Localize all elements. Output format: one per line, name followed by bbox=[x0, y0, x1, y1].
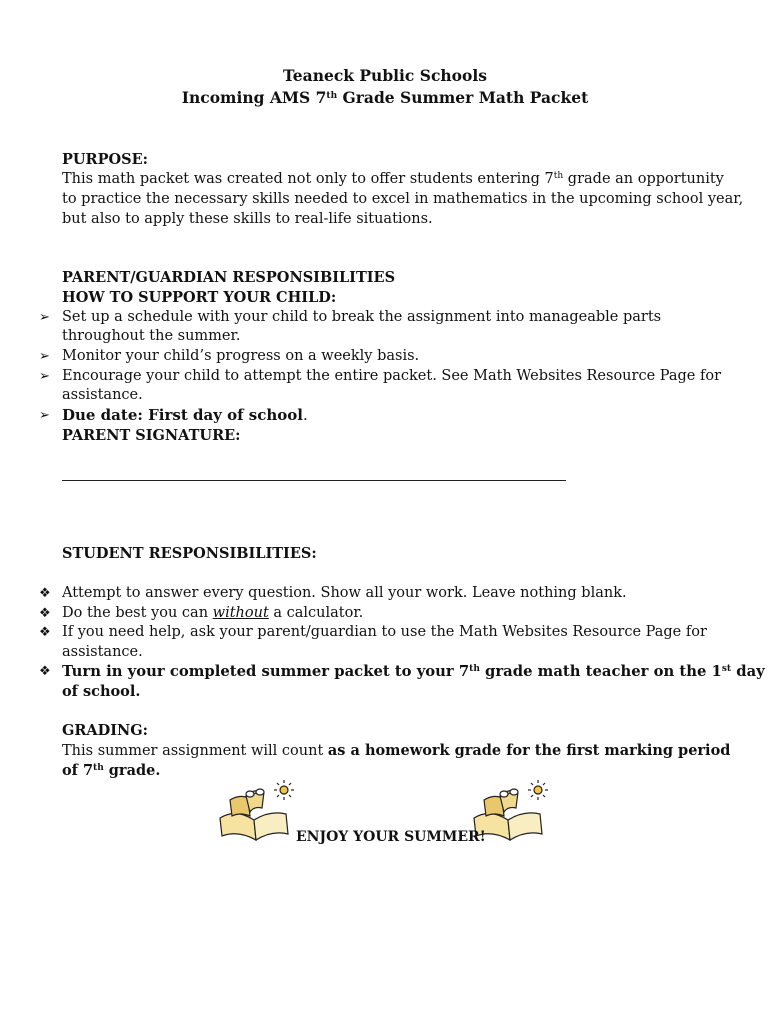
parent-item: Encourage your child to attempt the entire packet. See Math Websites Resource Page for bbox=[62, 368, 722, 384]
parent-subheading: HOW TO SUPPORT YOUR CHILD: bbox=[62, 289, 337, 306]
grading-text-line: of 7th grade. bbox=[62, 762, 161, 779]
due-date: Due date: First day of school. bbox=[62, 406, 308, 424]
school-name: Teaneck Public Schools bbox=[283, 66, 487, 85]
enjoy-summer-text: ENJOY YOUR SUMMER! bbox=[296, 829, 486, 845]
purpose-text-line: This math packet was created not only to offer students entering 7th grade an opportunity bbox=[62, 171, 724, 187]
parent-item: Set up a schedule with your child to break the assignment into manageable parts bbox=[62, 309, 662, 325]
diamond-bullet-icon: ❖ bbox=[39, 625, 51, 640]
student-item: assistance. bbox=[62, 644, 143, 660]
purpose-text-line: but also to apply these skills to real-life situations. bbox=[62, 211, 433, 227]
signature-label: PARENT SIGNATURE: bbox=[62, 427, 241, 444]
parent-heading: PARENT/GUARDIAN RESPONSIBILITIES bbox=[62, 269, 396, 286]
student-item: Turn in your completed summer packet to your 7th grade math teacher on the 1st day bbox=[62, 663, 765, 680]
document-subtitle: Incoming AMS 7th Grade Summer Math Packet bbox=[181, 88, 589, 107]
parent-item: assistance. bbox=[62, 387, 143, 403]
parent-item: throughout the summer. bbox=[62, 328, 241, 344]
student-item: of school. bbox=[62, 683, 141, 700]
student-item: If you need help, ask your parent/guardian to use the Math Websites Resource Page for bbox=[62, 624, 707, 640]
arrow-bullet-icon: ➢ bbox=[39, 310, 50, 325]
diamond-bullet-icon: ❖ bbox=[39, 606, 51, 621]
diamond-bullet-icon: ❖ bbox=[39, 586, 51, 601]
diamond-bullet-icon: ❖ bbox=[39, 664, 51, 679]
grading-text-line: This summer assignment will count as a homework grade for the first marking period bbox=[62, 742, 731, 759]
student-item: Attempt to answer every question. Show all your work. Leave nothing blank. bbox=[62, 585, 627, 601]
student-item: Do the best you can without a calculator. bbox=[62, 605, 364, 621]
signature-line[interactable] bbox=[62, 480, 566, 481]
arrow-bullet-icon: ➢ bbox=[39, 349, 50, 364]
purpose-text-line: to practice the necessary skills needed to excel in mathematics in the upcoming school year, bbox=[62, 191, 744, 207]
parent-item: Monitor your child’s progress on a weekly basis. bbox=[62, 348, 420, 364]
grading-heading: GRADING: bbox=[62, 722, 149, 739]
arrow-bullet-icon: ➢ bbox=[39, 369, 50, 384]
book-sun-icon bbox=[216, 778, 298, 844]
purpose-heading: PURPOSE: bbox=[62, 151, 149, 168]
arrow-bullet-icon: ➢ bbox=[39, 408, 50, 423]
student-heading: STUDENT RESPONSIBILITIES: bbox=[62, 545, 317, 562]
document-title bbox=[0, 66, 770, 86]
